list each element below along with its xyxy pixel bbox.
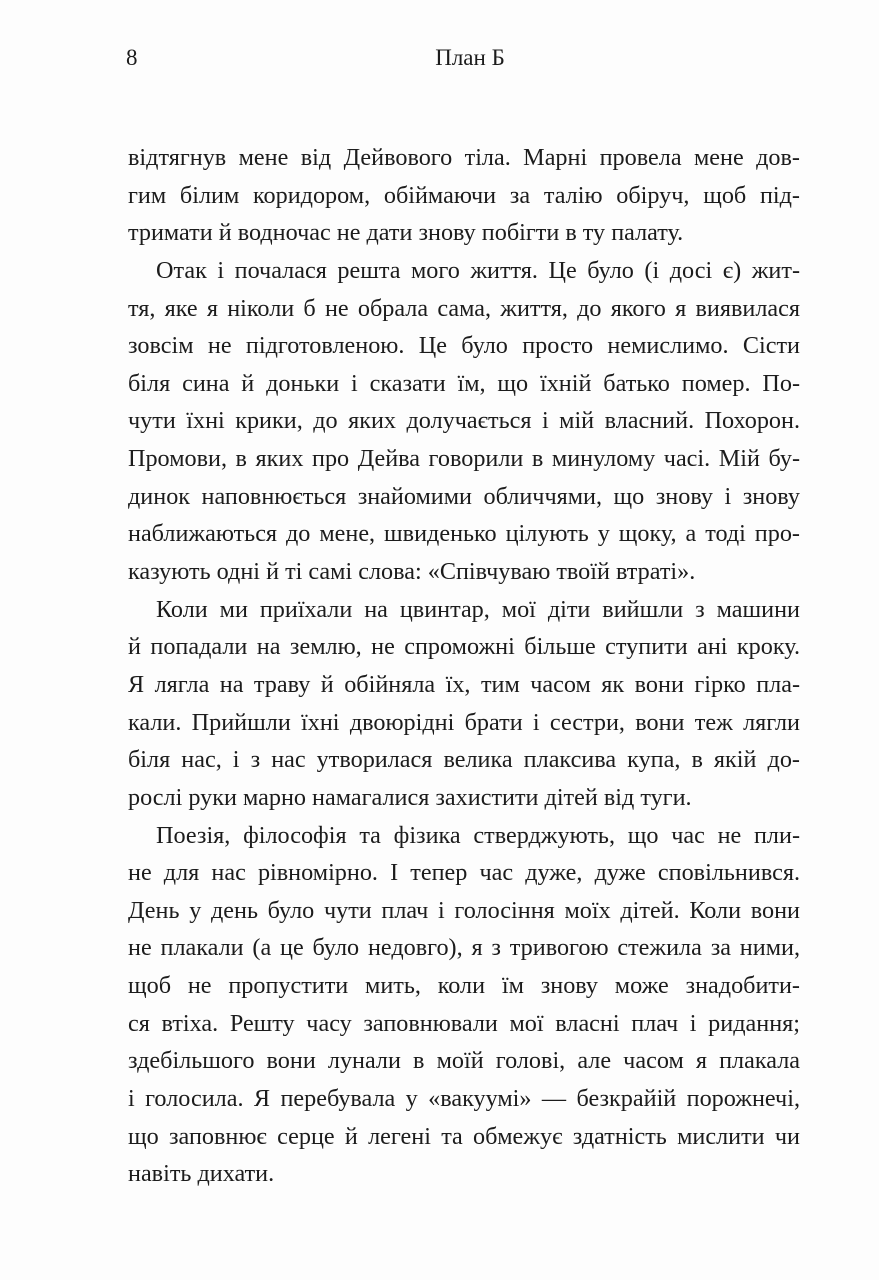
text-line: зовсім не підготовленою. Це було просто немислимо. Сісти <box>128 332 800 360</box>
running-head <box>0 42 879 74</box>
text-line: Коли ми приїхали на цвинтар, мої діти вийшли з машини <box>156 595 800 623</box>
text-line: не плакали (а це було недовго), я з тривогою стежила за ними, <box>128 934 800 962</box>
text-line: гим білим коридором, обіймаючи за талію обіруч, щоб під- <box>128 181 800 209</box>
paragraph <box>128 252 800 591</box>
text-line: наближаються до мене, швиденько цілують у щоку, а тоді про- <box>128 520 800 548</box>
body-text <box>128 139 800 1193</box>
text-line: й попадали на землю, не спроможні більше ступити ані кроку. <box>128 633 800 661</box>
paragraph <box>128 139 800 252</box>
text-line: навіть дихати. <box>128 1160 275 1188</box>
text-line: кали. Прийшли їхні двоюрідні брати і сестри, вони теж лягли <box>128 708 800 736</box>
text-line: Отак і почалася решта мого життя. Це було (і досі є) жит- <box>156 256 800 284</box>
text-line: тя, яке я ніколи б не обрала сама, життя, до якого я виявилася <box>128 294 800 322</box>
running-title: План Б <box>435 45 505 70</box>
text-line: казують одні й ті самі слова: «Співчуваю твоїй втраті». <box>128 558 696 586</box>
text-line: День у день було чути плач і голосіння моїх дітей. Коли вони <box>128 896 800 924</box>
paragraph <box>128 591 800 817</box>
text-line: що заповнює серце й легені та обмежує здатність мислити чи <box>128 1122 800 1150</box>
text-line: ся втіха. Решту часу заповнювали мої власні плач і ридання; <box>128 1009 800 1037</box>
text-line: біля сина й доньки і сказати їм, що їхній батько помер. По- <box>128 369 800 397</box>
text-line: рослі руки марно намагалися захистити дітей від туги. <box>128 783 692 811</box>
text-line: біля нас, і з нас утворилася велика плаксива купа, в якій до- <box>128 746 800 774</box>
text-line: Промови, в яких про Дейва говорили в минулому часі. Мій бу- <box>128 445 800 473</box>
text-line: і голосила. Я перебувала у «вакуумі» — безкрайій порожнечі, <box>128 1085 800 1113</box>
text-line: не для нас рівномірно. І тепер час дуже, дуже сповільнився. <box>128 859 800 887</box>
text-line: здебільшого вони лунали в моїй голові, але часом я плакала <box>128 1047 800 1075</box>
text-line: Поезія, філософія та фізика стверджують, що час не пли- <box>156 821 800 849</box>
text-line: динок наповнюється знайомими обличчями, що знову і знову <box>128 482 800 510</box>
text-line: чути їхні крики, до яких долучається і мій власний. Похорон. <box>128 407 800 435</box>
text-line: відтягнув мене від Дейвового тіла. Марні провела мене дов- <box>128 144 800 171</box>
text-line: Я лягла на траву й обійняла їх, тим часом як вони гірко пла- <box>128 670 800 698</box>
paragraph <box>128 817 800 1193</box>
text-line: щоб не пропустити мить, коли їм знову може знадобити- <box>128 972 800 1000</box>
page-number: 8 <box>126 45 138 70</box>
text-line: тримати й водночас не дати знову побігти в ту палату. <box>128 219 684 247</box>
